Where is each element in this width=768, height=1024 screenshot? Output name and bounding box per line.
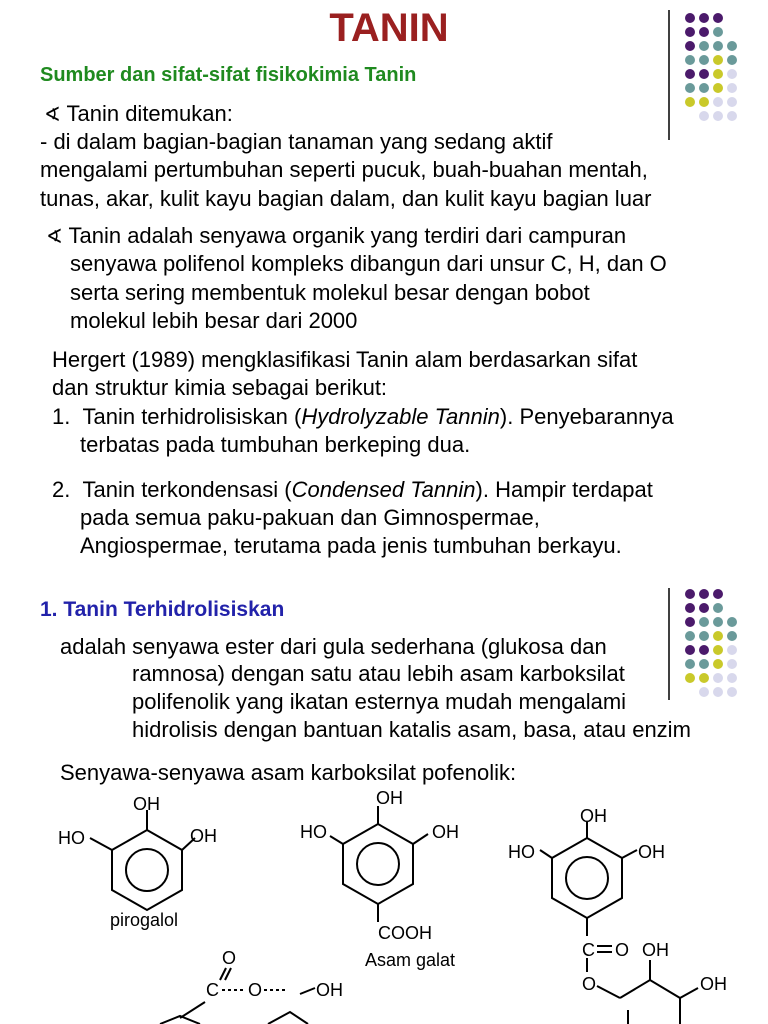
oxygen-label: O (248, 980, 263, 1000)
oh-label: OH (700, 974, 727, 994)
decorative-dot (727, 55, 737, 65)
decorative-dot (713, 55, 723, 65)
subtitle: Sumber dan sifat-sifat fisikokimia Tanin (40, 64, 417, 86)
decorative-dot (699, 645, 709, 655)
decorative-dot (713, 83, 723, 93)
decorative-dot (699, 589, 709, 599)
decorative-dot (699, 111, 709, 121)
decorative-dot (685, 83, 695, 93)
carbon-label: C (206, 980, 219, 1000)
decorative-dot (727, 659, 737, 669)
decorative-dot (713, 69, 723, 79)
definition-line-1: ∢ Tanin adalah senyawa organik yang terdiri dari campuran (46, 223, 627, 248)
decorative-dot (685, 13, 695, 23)
oxygen-label: O (615, 940, 630, 960)
decorative-dot (727, 645, 737, 655)
decorative-dot (727, 111, 737, 121)
decorative-dot (713, 645, 723, 655)
decorative-dot (685, 69, 695, 79)
section2-line-4: hidrolisis dengan bantuan katalis asam, basa, atau enzim (132, 717, 691, 742)
decorative-dot (713, 603, 723, 613)
decorative-dot (685, 603, 695, 613)
decorative-dot (685, 645, 695, 655)
compound-name-galat: Asam galat (365, 950, 456, 970)
compounds-intro: Senyawa-senyawa asam karboksilat pofenolik: (60, 760, 517, 785)
decorative-dot (713, 631, 723, 641)
decorative-dot (685, 55, 695, 65)
definition-line-3: serta sering membentuk molekul besar dengan bobot (70, 280, 590, 305)
decorative-dot (713, 111, 723, 121)
classification-item-1: 1. Tanin terhidrolisiskan (Hydrolyzable Tannin). Penyebarannya (52, 404, 674, 429)
classification-item-2-line-3: Angiospermae, terutama pada jenis tumbuhan berkayu. (80, 533, 622, 558)
found-line-3: tunas, akar, kulit kayu bagian dalam, dan kulit kayu bagian luar (40, 186, 652, 211)
decorative-dot (699, 673, 709, 683)
decorative-dot (713, 97, 723, 107)
section2-line-3: polifenolik yang ikatan esternya mudah mengalami (132, 689, 627, 714)
decorative-dot (699, 97, 709, 107)
decorative-dot (685, 41, 695, 51)
compound-name-pirogalol: pirogalol (110, 910, 179, 930)
decorative-dot (699, 69, 709, 79)
section2-line-1: adalah senyawa ester dari gula sederhana (glukosa dan (60, 634, 607, 659)
decorative-dot (699, 687, 709, 697)
classification-line-1: Hergert (1989) mengklasifikasi Tanin alam berdasarkan sifat (52, 347, 638, 372)
found-intro: Tanin ditemukan: (66, 101, 233, 126)
oxygen-label: O (222, 948, 237, 968)
decorative-dot (685, 617, 695, 627)
decorative-dot (713, 687, 723, 697)
decorative-dot (713, 673, 723, 683)
ho-label: HO (300, 822, 327, 842)
decorative-dot (727, 687, 737, 697)
decorative-dot (685, 589, 695, 599)
oh-label: OH (316, 980, 343, 1000)
decorative-dot (713, 13, 723, 23)
decorative-dot (713, 41, 723, 51)
decorative-dot (699, 13, 709, 23)
decorative-dot (699, 617, 709, 627)
decorative-dot (685, 631, 695, 641)
decorative-dot (727, 69, 737, 79)
decorative-dot (699, 83, 709, 93)
classification-item-2-line-2: pada semua paku-pakuan dan Gimnospermae, (80, 505, 540, 530)
oh-label: OH (642, 940, 669, 960)
found-line-2: mengalami pertumbuhan seperti pucuk, buah-buahan mentah, (40, 157, 648, 182)
oh-label: OH (133, 794, 160, 814)
definition-line-2: senyawa polifenol kompleks dibangun dari unsur C, H, dan O (70, 251, 667, 276)
definition-line-4: molekul lebih besar dari 2000 (70, 308, 358, 333)
decorative-dot-grid-top (664, 10, 764, 140)
cooh-label: COOH (378, 923, 432, 943)
decorative-dot (727, 83, 737, 93)
decorative-dot (713, 589, 723, 599)
decorative-dot (727, 97, 737, 107)
bullet-arrow-icon: ∢ (46, 226, 63, 248)
oh-label: OH (432, 822, 459, 842)
oh-label: OH (638, 842, 665, 862)
section2-line-2: ramnosa) dengan satu atau lebih asam karboksilat (132, 661, 625, 686)
ester-structure-bottom (150, 944, 370, 1024)
section-heading-hydrolyzable: 1. Tanin Terhidrolisiskan (40, 598, 285, 621)
decorative-dot (685, 27, 695, 37)
found-bullet (44, 100, 233, 129)
decorative-dot (685, 659, 695, 669)
decorative-dot-grid-bottom (664, 588, 764, 700)
decorative-dot (699, 55, 709, 65)
page-title: TANIN (329, 6, 449, 50)
oh-label: OH (190, 826, 217, 846)
oxygen-label: O (582, 974, 597, 994)
classification-line-2: dan struktur kimia sebagai berikut: (52, 375, 388, 400)
decorative-dot (727, 631, 737, 641)
decorative-dot (727, 673, 737, 683)
ester-structure-right (500, 800, 740, 1024)
decorative-dot (713, 27, 723, 37)
decorative-dot (727, 41, 737, 51)
oh-label: OH (580, 806, 607, 826)
carbon-label: C (582, 940, 595, 960)
classification-item-2: 2. Tanin terkondensasi (Condensed Tannin). Hampir terdapat (52, 477, 653, 502)
ho-label: HO (58, 828, 85, 848)
decorative-dot (699, 41, 709, 51)
decorative-dot (713, 617, 723, 627)
oh-label: OH (376, 788, 403, 808)
decorative-dot (699, 27, 709, 37)
decorative-dot (699, 659, 709, 669)
decorative-dot (727, 617, 737, 627)
decorative-dot (685, 673, 695, 683)
bullet-arrow-icon: ∢ (44, 104, 61, 126)
found-line-1: - di dalam bagian-bagian tanaman yang sedang aktif (40, 129, 553, 154)
decorative-dot (699, 631, 709, 641)
ho-label: HO (508, 842, 535, 862)
decorative-dot (699, 603, 709, 613)
classification-item-1-line-2: terbatas pada tumbuhan berkeping dua. (80, 432, 471, 457)
pirogalol-structure (50, 790, 250, 940)
decorative-dot (713, 659, 723, 669)
decorative-dot (685, 97, 695, 107)
